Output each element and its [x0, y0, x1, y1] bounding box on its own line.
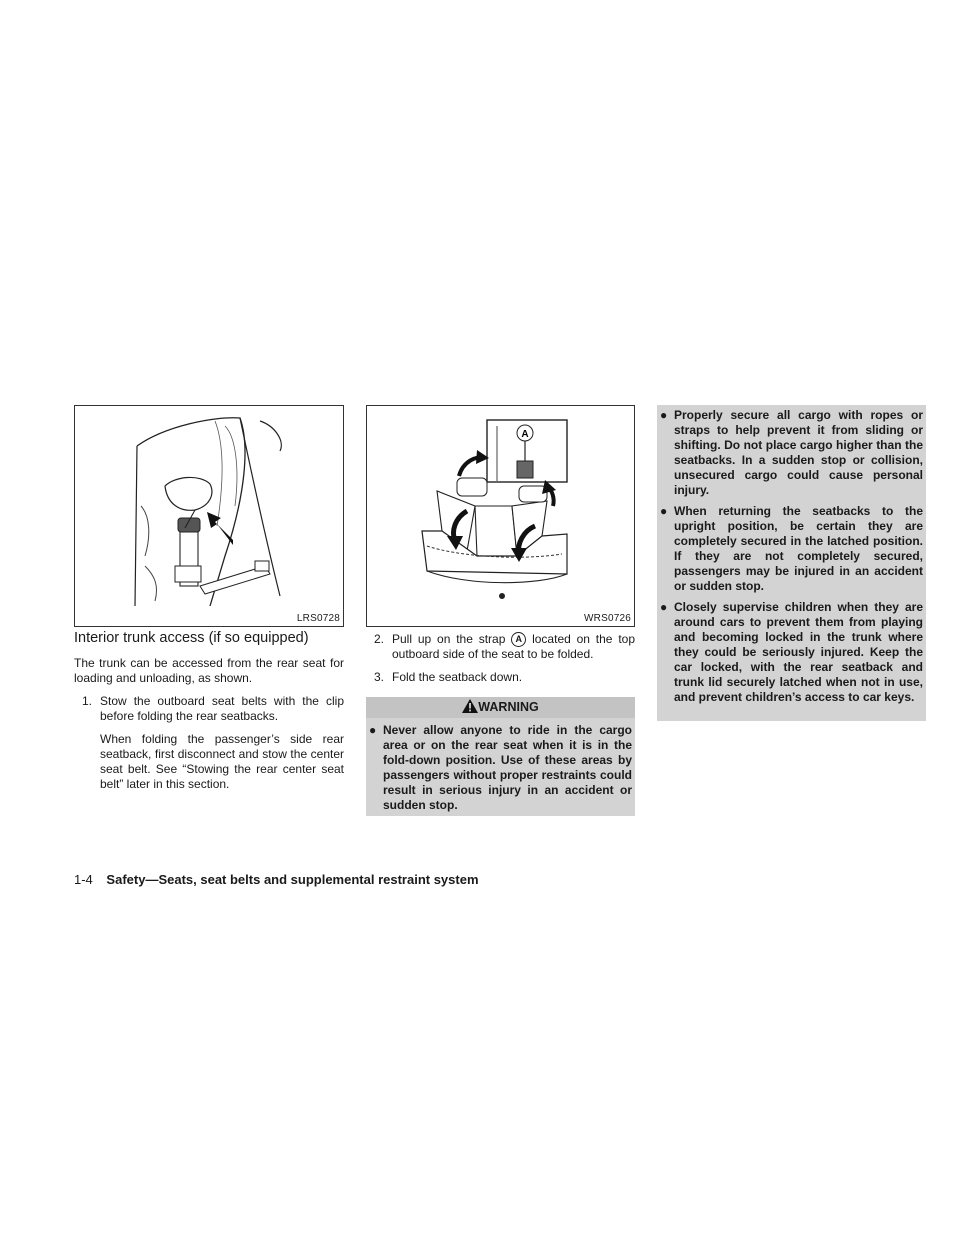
intro-paragraph: The trunk can be accessed from the rear seat for loading and unloading, as shown.	[74, 656, 344, 685]
warning-bullet	[657, 600, 926, 705]
bullet-text: Properly secure all cargo with ropes or straps to help prevent it from sliding or shifting. Do not place cargo higher than the seatbacks. In a sudden stop or collision, unsecured cargo could cause personal injury.	[674, 408, 923, 497]
warning-header	[366, 697, 635, 718]
step-item	[74, 694, 344, 724]
bullet-dot-icon: ●	[660, 408, 668, 422]
step-item	[366, 670, 635, 685]
bullet-dot-icon: ●	[369, 723, 377, 737]
figure-code: LRS0728	[296, 613, 340, 624]
warning-bullet	[366, 723, 635, 813]
step-number: 1.	[82, 694, 93, 708]
middle-column-text	[366, 632, 635, 685]
bullet-text: Closely supervise children when they are around cars to prevent them from playing and becoming locked in the trunk where they could be seriously injured. Keep the car locked, with the rear seatback and trunk lid securely latched when not in use, and prevent children’s access to car keys.	[674, 600, 923, 704]
step-text: located on the top outboard side of the seat to be folded.	[392, 632, 635, 662]
bullet-dot-icon: ●	[660, 600, 668, 614]
page-number: 1-4	[74, 872, 93, 887]
left-column-text	[74, 656, 344, 792]
bullet-text: Never allow anyone to ride in the cargo area or on the rear seat when it is in the fold-down position. Use of these areas by passengers without proper restraints could result in serious injury in an accident or sudden stop.	[383, 723, 632, 812]
step-item	[74, 732, 344, 792]
warning-box	[366, 697, 635, 816]
figure-rear-seat-fold	[366, 405, 635, 627]
warning-bullet	[657, 408, 926, 498]
inset-callout-label: A	[521, 429, 529, 440]
step-text: Pull up on the strap	[392, 632, 506, 646]
step-item	[366, 632, 635, 662]
section-title: Interior trunk access (if so equipped)	[74, 630, 309, 646]
figure-code: WRS0726	[584, 613, 631, 624]
warning-label: WARNING	[478, 700, 539, 714]
warning-bullet	[657, 504, 926, 594]
bullet-text: When returning the seatbacks to the upright position, be certain they are completely secured in the latched position. If they are not completely secured, passengers may be injured in an accident or sudden stop.	[674, 504, 923, 593]
seatbelt-illustration	[75, 406, 343, 606]
step-text: Fold the seatback down.	[392, 670, 523, 685]
bullet-dot-icon: ●	[660, 504, 668, 518]
figure-seatbelt-clip	[74, 405, 344, 627]
step-text: When folding the passenger’s side rear seatback, first disconnect and stow the center seat belt. See “Stowing the rear center seat belt” later in this section.	[100, 732, 344, 791]
step-number: 2.	[374, 632, 385, 646]
chapter-title: Safety—Seats, seat belts and supplemental restraint system	[106, 872, 479, 887]
page-footer	[74, 872, 479, 887]
right-warning-box	[657, 405, 926, 721]
warning-triangle-icon	[462, 699, 478, 713]
callout-a-icon: A	[511, 632, 526, 647]
step-number: 3.	[374, 670, 385, 685]
rear-seat-illustration	[367, 406, 634, 611]
step-text: Stow the outboard seat belts with the clip before folding the rear seatbacks.	[100, 694, 344, 723]
